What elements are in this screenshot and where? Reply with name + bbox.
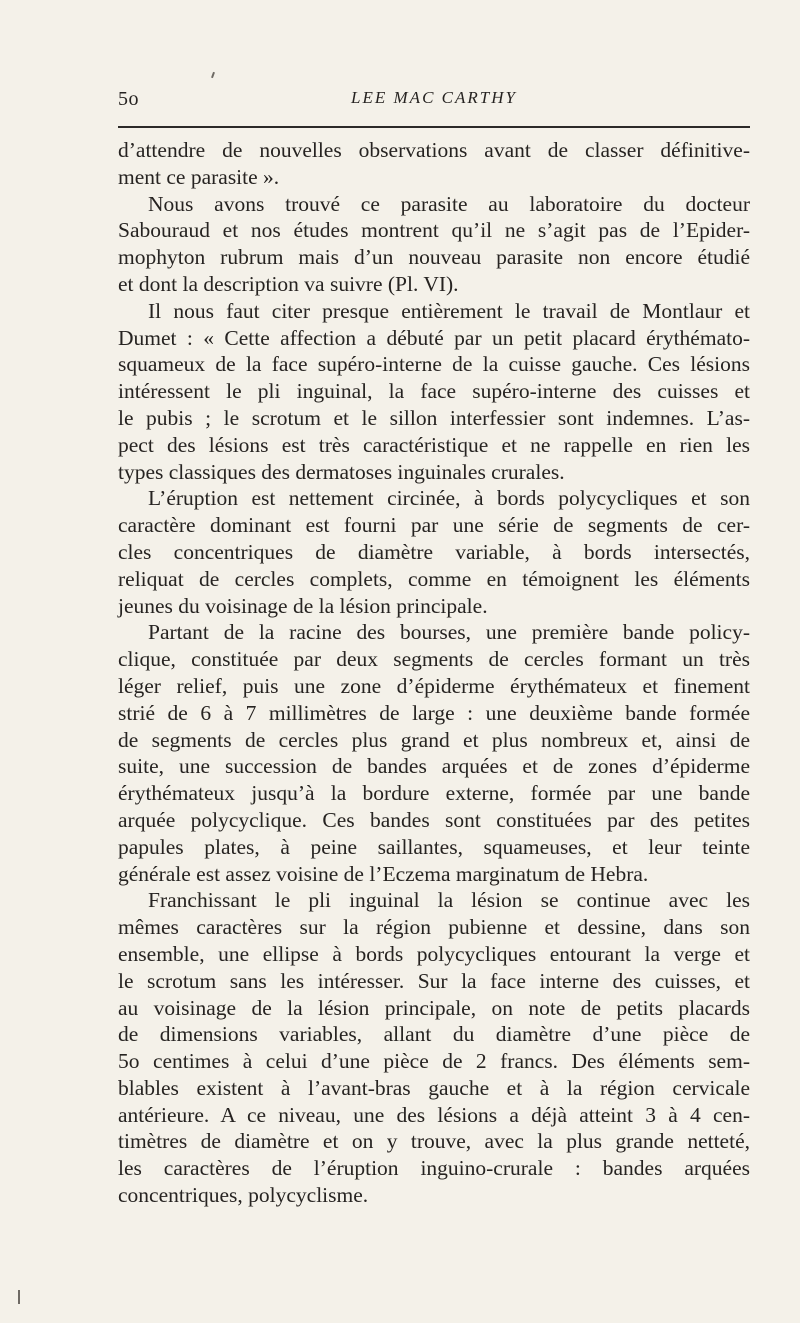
margin-mark xyxy=(18,1290,20,1304)
text-line: et dont la description va suivre (Pl. VI). xyxy=(118,271,459,296)
text-line: antérieure. A ce niveau, une des lésions a déjà atteint 3 à 4 cen- xyxy=(118,1102,750,1127)
text-line: au voisinage de la lésion principale, on note de petits placards xyxy=(118,995,750,1020)
text-line: Il nous faut citer presque entièrement le travail de Montlaur et xyxy=(148,298,750,323)
page-number: 5o xyxy=(118,88,139,110)
header-rule xyxy=(118,126,750,128)
text-line: clique, constituée par deux segments de cercles formant un très xyxy=(118,647,750,672)
text-line: L’éruption est nettement circinée, à bords polycycliques et son xyxy=(148,486,750,511)
text-line: strié de 6 à 7 millimètres de large : une deuxième bande formée xyxy=(118,700,750,725)
text-line: 5o centimes à celui d’une pièce de 2 francs. Des éléments sem- xyxy=(118,1049,750,1074)
text-line: Partant de la racine des bourses, une première bande policy- xyxy=(148,620,750,645)
text-line: Sabouraud et nos études montrent qu’il ne s’agit pas de l’Epider- xyxy=(118,218,750,243)
text-line: le scrotum sans les intéresser. Sur la face interne des cuisses, et xyxy=(118,968,750,993)
text-line: timètres de diamètre et on y trouve, avec la plus grande netteté, xyxy=(118,1129,750,1154)
text-line: les caractères de l’éruption inguino-crurale : bandes arquées xyxy=(118,1156,750,1181)
text-line: caractère dominant est fourni par une série de segments de cer- xyxy=(118,513,750,538)
text-line: intéressent le pli inguinal, la face supéro-interne des cuisses et xyxy=(118,379,750,404)
text-line: mêmes caractères sur la région pubienne et dessine, dans son xyxy=(118,915,750,940)
text-line: jeunes du voisinage de la lésion principale. xyxy=(118,593,488,618)
text-line: de segments de cercles plus grand et plus nombreux et, ainsi de xyxy=(118,727,750,752)
text-line: Franchissant le pli inguinal la lésion se continue avec les xyxy=(148,888,750,913)
text-line: Nous avons trouvé ce parasite au laboratoire du docteur xyxy=(148,191,750,216)
text-line: léger relief, puis une zone d’épiderme érythémateux et finement xyxy=(118,673,750,698)
text-line: papules plates, à peine saillantes, squameuses, et leur teinte xyxy=(118,834,750,859)
text-line: cles concentriques de diamètre variable, à bords intersectés, xyxy=(118,539,750,564)
text-line: Dumet : « Cette affection a débuté par un petit placard érythémato- xyxy=(118,325,750,350)
text-line: pect des lésions est très caractéristique et ne rappelle en rien les xyxy=(118,432,750,457)
text-line: ment ce parasite ». xyxy=(118,164,280,189)
ink-speck xyxy=(211,72,215,78)
text-line: suite, une succession de bandes arquées et de zones d’épiderme xyxy=(118,754,750,779)
text-line: érythémateux jusqu’à la bordure externe, formée par une bande xyxy=(118,781,750,806)
running-head xyxy=(118,88,750,114)
text-line: le pubis ; le scrotum et le sillon interfessier sont indemnes. L’as- xyxy=(118,405,750,430)
text-line: générale est assez voisine de l’Eczema marginatum de Hebra. xyxy=(118,861,649,886)
text-line: de dimensions variables, allant du diamètre d’une pièce de xyxy=(118,1022,750,1047)
text-line: mophyton rubrum mais d’un nouveau parasite non encore étudié xyxy=(118,245,750,270)
text-line: ensemble, une ellipse à bords polycycliques entourant la verge et xyxy=(118,941,750,966)
text-line: d’attendre de nouvelles observations avant de classer définitive- xyxy=(118,138,750,162)
text-line: reliquat de cercles complets, comme en témoignent les éléments xyxy=(118,566,750,591)
text-line: concentriques, polycyclisme. xyxy=(118,1183,369,1208)
text-line: types classiques des dermatoses inguinales crurales. xyxy=(118,459,565,484)
text-line: arquée polycyclique. Ces bandes sont constituées par des petites xyxy=(118,807,750,832)
text-line: squameux de la face supéro-interne de la cuisse gauche. Ces lésions xyxy=(118,352,750,377)
body-text xyxy=(118,137,750,1209)
running-title: LEE MAC CARTHY xyxy=(351,88,517,107)
text-line: blables existent à l’avant-bras gauche et à la région cervicale xyxy=(118,1075,750,1100)
